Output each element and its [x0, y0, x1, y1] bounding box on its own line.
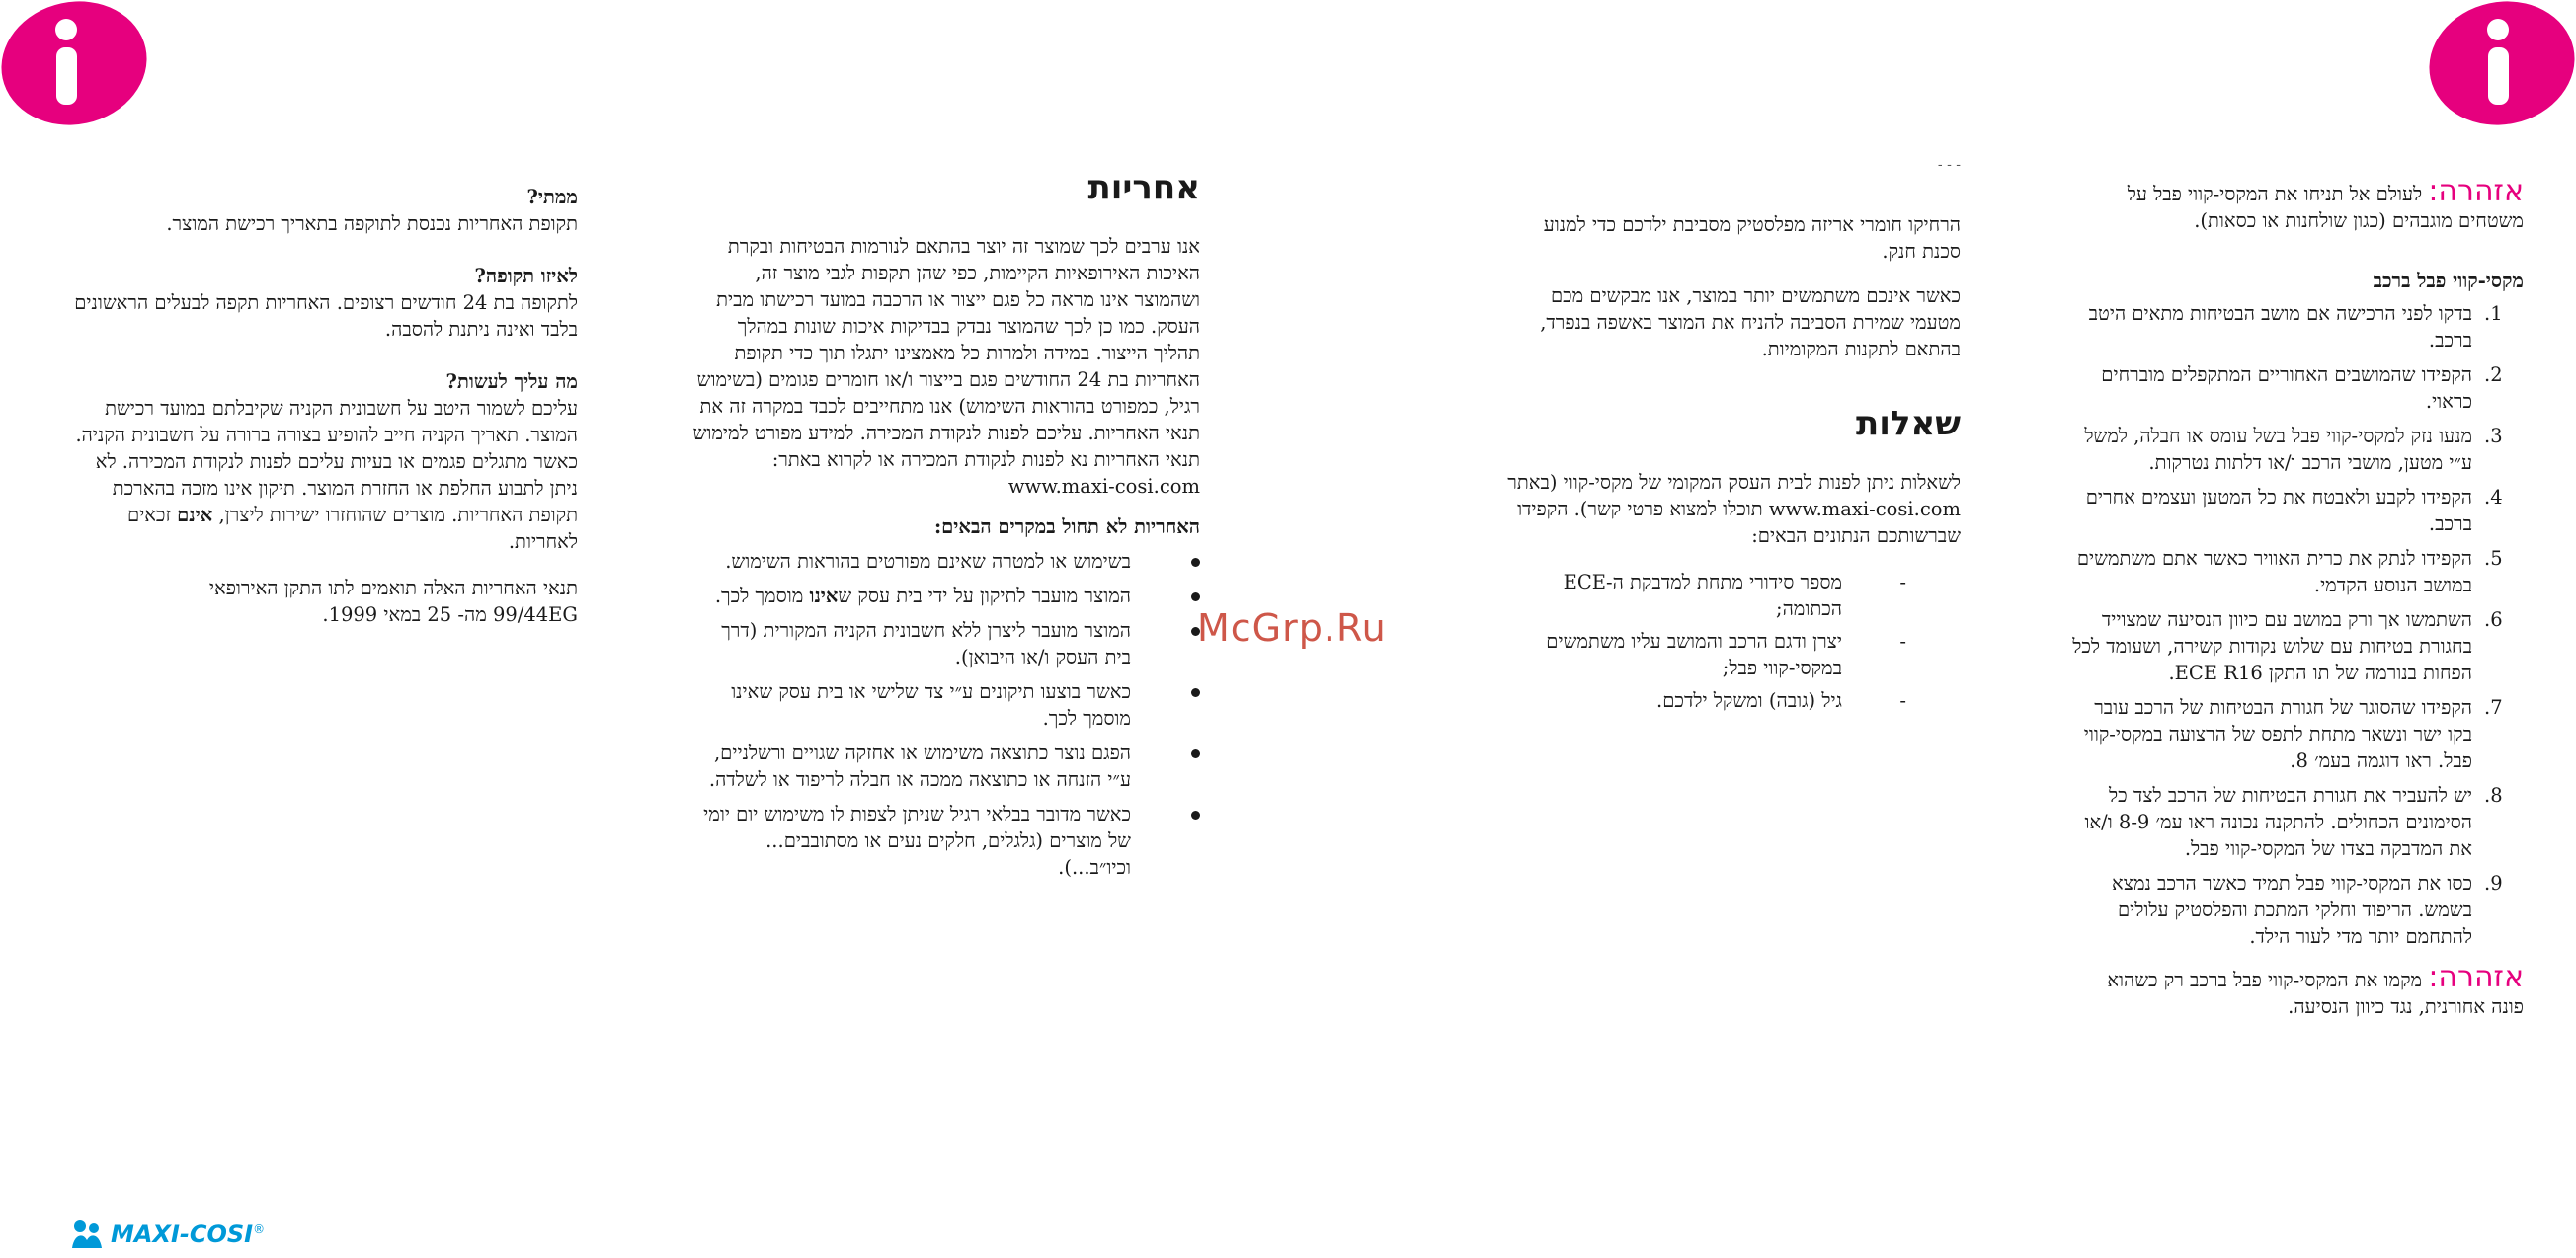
- warranty-details-column: [69, 184, 578, 628]
- logo-text: MAXI-COSI: [111, 1220, 254, 1248]
- list-item: [691, 548, 1200, 575]
- paragraph: לשאלות ניתן לפנות לבית העסק המקומי של מקסי-קווי (באתר www.maxi-cosi.com תוכלו למצוא פרטי קשר). הקפידו שברשותכם הנתונים הבאים:: [1507, 471, 1961, 547]
- section-subheading: האחריות לא תחול במקרים הבאים:: [933, 515, 1200, 538]
- item-number: .8: [2484, 784, 2503, 807]
- list-item: [2069, 782, 2524, 862]
- item-text: בשימוש או למטרה שאינם מפורטים בהוראות השימוש.: [725, 550, 1131, 573]
- item-text: הקפידו לנתק את כרית האוויר כאשר אתם משתמשים במושב הנוסע הקדמי.: [2076, 547, 2472, 596]
- item-text: יש להעביר את חגורת הבטיחות של הרכב לצד כל הסימונים הכחולים. להתקנה נכונה ראו עמ׳ 8-9 ו/או את המדבקה בצדו של המקסי-קווי פבל.: [2084, 784, 2472, 860]
- maxi-cosi-logo-icon: [69, 1219, 105, 1250]
- list-item: [2069, 423, 2524, 476]
- warning-label: אזהרה: [2438, 174, 2524, 208]
- paragraph: כאשר אינכם משתמשים יותר במוצר, אנו מבקשים מכם מטעמי שמירת הסביבה להניח את המוצר באשפה בנפרד, בהתאם לתקנות המקומיות.: [1540, 284, 1961, 360]
- warranty-column: [691, 168, 1200, 889]
- item-number: .4: [2484, 486, 2503, 509]
- question-heading: ממתי?: [526, 186, 578, 208]
- dash-marker: -: [1899, 571, 1906, 593]
- questions-column: [1506, 158, 1961, 720]
- list-item: [691, 583, 1200, 609]
- item-text: הפגם נוצר כתוצאה משימוש או אחזקה שגויים ורשלניים, ע״י הזנחה או כתוצאה ממכה או חבלה לריפוד או לשלדה.: [708, 742, 1131, 791]
- item-number: .9: [2484, 872, 2503, 895]
- item-text: הקפידו לקבע ולאבטח את כל המטען ועצמים אחרים ברכב.: [2085, 486, 2472, 535]
- info-icon: [0, 0, 148, 126]
- item-text: הקפידו שהסוגר של חגורת הבטיחות של הרכב עובר בקו ישר ונשאר מתחת לתפס של הרצועה במקסי-קווי פבל. ראו דוגמה בעמ׳ 8.: [2083, 696, 2472, 772]
- section-heading: שאלות: [1855, 404, 1961, 443]
- exclusions-list: [691, 548, 1200, 881]
- item-text: המוצר מועבר לתיקון על ידי בית עסק ש: [838, 585, 1131, 607]
- safety-column: [2069, 174, 2524, 1020]
- paragraph: [69, 395, 578, 555]
- list-item: [691, 801, 1200, 881]
- list-item: [2069, 484, 2524, 537]
- item-text: השתמשו אך ורק במושב עם כיוון הנסיעה שמצוייד בחגורת בטיחות עם שלוש נקודות קשירה, ושעומד לכל הפחות בנורמה של תו התקן ECE R16.: [2072, 608, 2472, 684]
- list-item: [691, 617, 1200, 670]
- bullet: [1191, 688, 1200, 697]
- list-item: [2069, 694, 2524, 774]
- dash-marker: -: [1899, 689, 1906, 712]
- item-number: .6: [2484, 608, 2503, 631]
- warning-text: לעולם אל תניחו את המקסי-קווי פבל על משטחים מוגבהים (כגון שולחנות או כסאות).: [2127, 183, 2524, 232]
- page-fragment: - - -: [1937, 157, 1961, 173]
- warning-label: אזהרה: [2438, 960, 2524, 994]
- list-item: [1506, 687, 1961, 714]
- paragraph: הרחיקו חומרי אריזה מפלסטיק מסביבת ילדכם כדי למנוע סכנת חנק.: [1543, 213, 1961, 263]
- warning-text: מקמו את המקסי-קווי פבל ברכב רק כשהוא פונה אחורנית, נגד כיוון הנסיעה.: [2107, 969, 2524, 1018]
- warning-paragraph: [2069, 174, 2524, 234]
- list-item: [2069, 606, 2524, 686]
- paragraph-text: עליכם לשמור היטב על חשבונית הקניה שקיבלתם במועד רכישת המוצר. תאריך הקניה חייב להופיע בצורה ברורה על חשבונית הקניה. כאשר מתגלים פגמים או בעיות עליכם לפנות לנקודת המכירה. לא ניתן לתבוע החלפת או החזרת המוצר. תיקון אינו מזכה בהארכת תקופת האחריות. מוצרים שהוחזרו ישירות ליצרן,: [75, 397, 578, 526]
- warning-colon: :: [2428, 960, 2439, 994]
- paragraph-text-bold: אינם: [177, 504, 213, 526]
- item-number: .1: [2484, 302, 2503, 325]
- item-number: .2: [2484, 363, 2503, 386]
- list-item: [1506, 628, 1961, 681]
- list-item: [2069, 361, 2524, 415]
- bullet: [1191, 592, 1200, 601]
- list-item: [2069, 545, 2524, 598]
- dash-marker: -: [1899, 630, 1906, 653]
- bullet: [1191, 811, 1200, 820]
- paragraph: אנו ערבים לכך שמוצר זה יוצר בהתאם לנורמות הבטיחות ובקרת האיכות האירופאיות הקיימות, כפי שהן תקפות לגבי מוצר זה, ושהמוצר אינו מראה כל פגם ייצור או הרכבה במועד רכישתו מבית העסק. כמו כן לכך שהמוצר נבדק בבדיקות איכות שונות במהלך תהליך הייצור. במידה ולמרות כל מאמצינו יתגלו תוך כדי תקופת האחריות בת 24 החודשים פגם בייצור ו/או חומרים פגומים (בשימוש רגיל, כמפורט בהוראות השימוש) אנו מתחייבים לכבד במקרה זה את תנאי האחריות. עליכם לפנות לנקודת המכירה. למידע מפורט למימוש תנאי האחריות נא לפנות לנקודת המכירה או לקרוא באתר: www.maxi-cosi.com: [692, 235, 1200, 498]
- item-text: מוסמך לכך.: [714, 585, 810, 607]
- item-text: המוצר מועבר ליצרן ללא חשבונית הקניה המקורית (דרך בית העסק ו/או היבואן).: [721, 619, 1131, 668]
- list-item: [2069, 870, 2524, 950]
- item-text: יצרן ודגם הרכב והמושב עליו משתמשים במקסי-קווי פבל;: [1546, 630, 1842, 679]
- item-number: .5: [2484, 547, 2503, 570]
- info-icon: [2428, 0, 2576, 126]
- warning-colon: :: [2428, 174, 2439, 208]
- warning-paragraph: [2069, 960, 2524, 1020]
- paragraph-text: זכאים לאחריות.: [126, 504, 578, 553]
- question-heading: מה עליך לעשות?: [445, 370, 578, 393]
- safety-list: [2069, 300, 2524, 950]
- item-number: .7: [2484, 696, 2503, 719]
- section-heading: אחריות: [1087, 168, 1200, 207]
- list-item: [691, 740, 1200, 793]
- item-text: הקפידו שהמושבים האחוריים המתקפלים מוברחים כראוי.: [2101, 363, 2472, 413]
- item-number: .3: [2484, 425, 2503, 447]
- list-item: [2069, 300, 2524, 354]
- item-text: כאשר מדובר בבלאי רגיל שניתן לצפות לו משימוש יום יומי של מוצרים (גלגלים, חלקים נעים או מסתובבים... וכיו״ב...).: [703, 803, 1131, 879]
- item-text: מספר סידורי מתחת למדבקת ה-ECE הכתומה;: [1563, 571, 1842, 620]
- maxi-cosi-logo: [69, 1219, 265, 1250]
- item-text: גיל (גובה) ומשקל ילדכם.: [1656, 689, 1842, 712]
- info-list: [1506, 569, 1961, 714]
- item-text-bold: אינו: [809, 585, 839, 607]
- bullet: [1191, 558, 1200, 567]
- item-text: כאשר בוצעו תיקונים ע״י צד שלישי או בית עסק שאינו מוסמך לכך.: [731, 680, 1131, 730]
- watermark: McGrp.Ru: [1197, 606, 1387, 650]
- item-text: בדקו לפני הרכישה אם מושב הבטיחות מתאים היטב ברכב.: [2088, 302, 2472, 352]
- paragraph: תנאי האחריות האלה תואמים לתו התקן האירופאי 99/44EG מה- 25 במאי 1999.: [208, 577, 578, 626]
- question-heading: לאיזו תקופה?: [474, 265, 578, 287]
- registered-mark: ®: [253, 1222, 266, 1236]
- list-item: [1506, 569, 1961, 622]
- list-item: [691, 678, 1200, 732]
- paragraph: תקופת האחריות נכנסת לתוקפה בתאריך רכישת המוצר.: [166, 212, 578, 235]
- item-text: כסו את המקסי-קווי פבל תמיד כאשר הרכב נמצא בשמש. הריפוד וחלקי המתכת והפלסטיק עלולים להתחמם יותר מדי לעור הילד.: [2112, 872, 2472, 948]
- section-subheading: מקסי-קווי פבל ברכב: [2373, 270, 2524, 292]
- paragraph: לתקופה בת 24 חודשים רצופים. האחריות תקפה לבעלים הראשונים בלבד ואינה ניתנת להסבה.: [74, 291, 578, 341]
- bullet: [1191, 749, 1200, 758]
- item-text: מנעו נזק למקסי-קווי פבל בשל עומס או חבלה, למשל ע״י מטען, מושבי הרכב ו/או דלתות נטרקות.: [2084, 425, 2472, 474]
